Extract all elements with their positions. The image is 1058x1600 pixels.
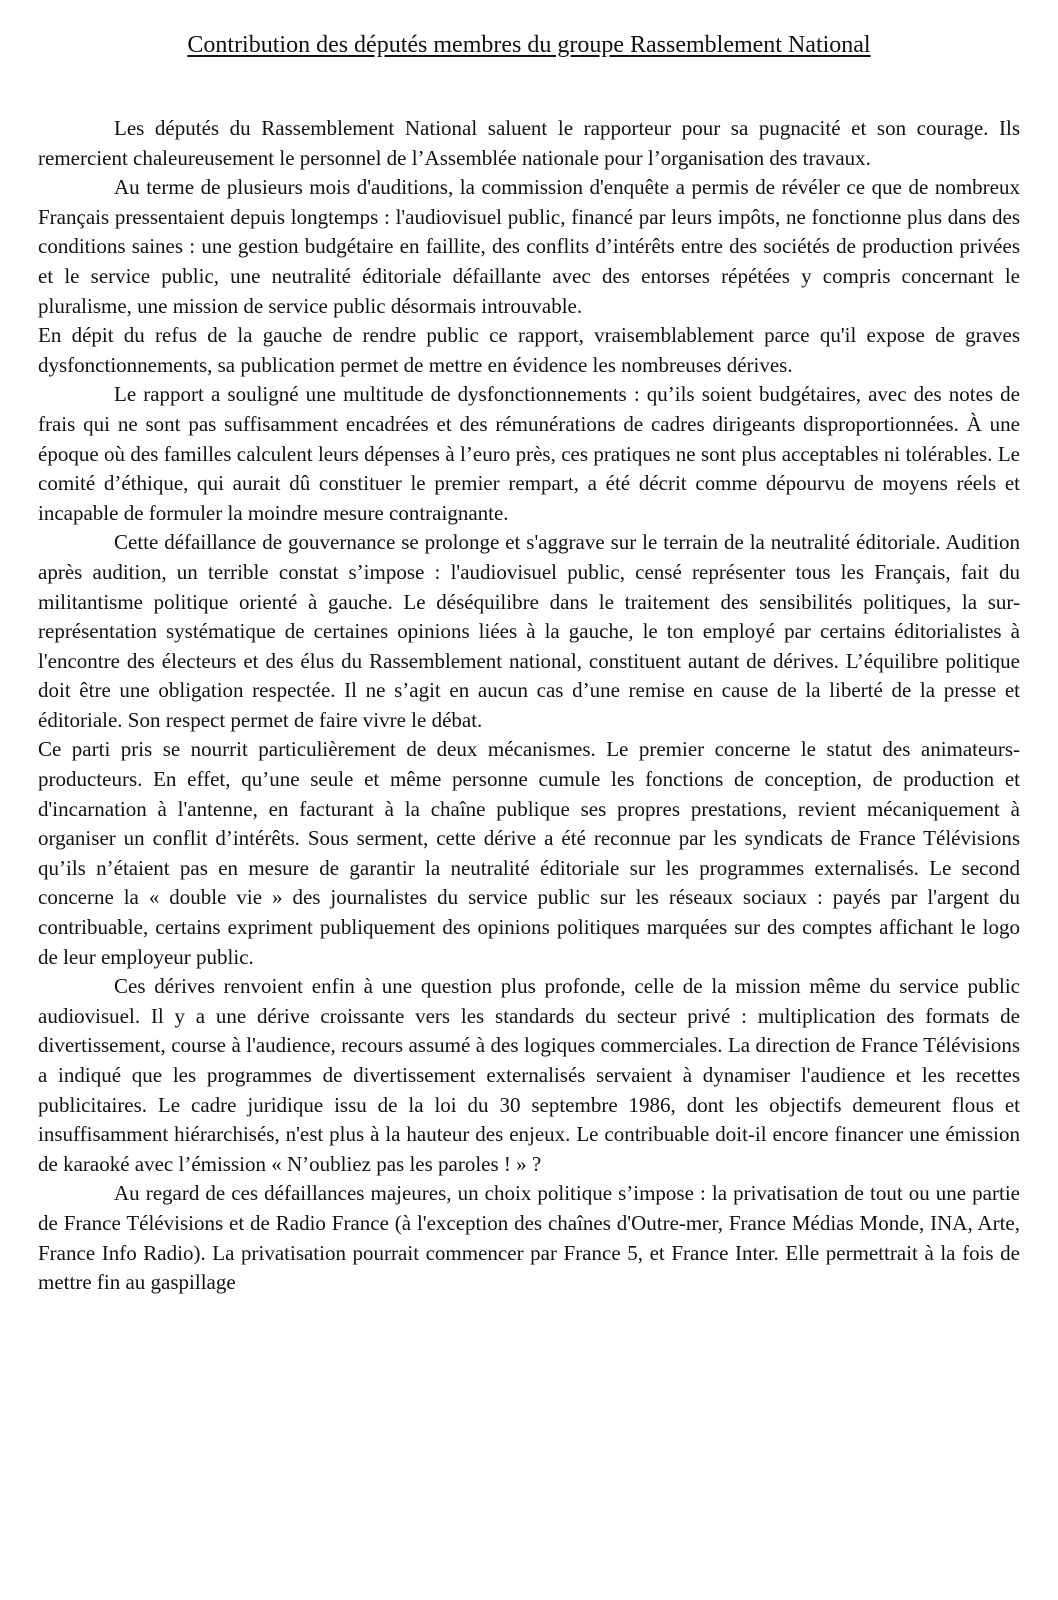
paragraph-8: Au regard de ces défaillances majeures, un choix politique s’impose : la privatisation de tout ou une partie de France Télévisions et de Radio France (à l'exception des chaînes d'Outre-mer, France Médias Monde, INA, Arte, France Info Radio). La privatisation pourrait commencer par France 5, et France Inter. Elle permettrait à la fois de mettre fin au gaspillage [38,1181,1020,1295]
paragraph-2: Au terme de plusieurs mois d'auditions, la commission d'enquête a permis de révéler ce que de nombreux Français pressentaient depuis longtemps : l'audiovisuel public, financé par leurs impôts, ne fonctionne plus dans des conditions saines : une gestion budgétaire en faillite, des conflits d’intérêts entre des sociétés de production privées et le service public, une neutralité éditoriale défaillante avec des entorses répétées y compris concernant le pluralisme, une mission de service public désormais introuvable. [38,175,1020,318]
paragraph-7: Ces dérives renvoient enfin à une question plus profonde, celle de la mission même du service public audiovisuel. Il y a une dérive croissante vers les standards du secteur privé : multiplication des formats de divertissement, course à l'audience, recours assumé à des logiques commerciales. La direction de France Télévisions a indiqué que les programmes de divertissement externalisés servaient à dynamiser l'audience et les recettes publicitaires. Le cadre juridique issu de la loi du 30 septembre 1986, dont les objectifs demeurent flous et insuffisamment hiérarchisés, n'est plus à la hauteur des enjeux. Le contribuable doit-il encore financer une émission de karaoké avec l’émission « N’oubliez pas les paroles ! » ? [38,974,1020,1176]
document-title: Contribution des députés membres du groupe Rassemblement National [187,32,871,58]
document-page [38,28,1020,1298]
paragraph-6: Ce parti pris se nourrit particulièrement de deux mécanismes. Le premier concerne le statut des animateurs-producteurs. En effet, qu’une seule et même personne cumule les fonctions de conception, de production et d'incarnation à l'antenne, en facturant à la chaîne publique ses propres prestations, revient mécaniquement à organiser un conflit d’intérêts. Sous serment, cette dérive a été reconnue par les syndicats de France Télévisions qu’ils n’étaient pas en mesure de garantir la neutralité éditoriale sur les programmes externalisés. Le second concerne la « double vie » des journalistes du service public sur les réseaux sociaux : payés par l'argent du contribuable, certains expriment publiquement des opinions politiques marquées sur des comptes affichant le logo de leur employeur public. [38,737,1020,969]
paragraph-3: En dépit du refus de la gauche de rendre public ce rapport, vraisemblablement parce qu'il expose de graves dysfonctionnements, sa publication permet de mettre en évidence les nombreuses dérives. [38,323,1020,377]
paragraph-4: Le rapport a souligné une multitude de dysfonctionnements : qu’ils soient budgétaires, avec des notes de frais qui ne sont pas suffisamment encadrées et des rémunérations de cadres dirigeants disproportionnées. À une époque où des familles calculent leurs dépenses à l’euro près, ces pratiques ne sont plus acceptables ni tolérables. Le comité d’éthique, qui aurait dû constituer le premier rempart, a été décrit comme dépourvu de moyens réels et incapable de formuler la moindre mesure contraignante. [38,382,1020,525]
paragraph-1: Les députés du Rassemblement National saluent le rapporteur pour sa pugnacité et son courage. Ils remercient chaleureusement le personnel de l’Assemblée nationale pour l’organisation des travaux. [38,116,1020,170]
paragraph-5: Cette défaillance de gouvernance se prolonge et s'aggrave sur le terrain de la neutralité éditoriale. Audition après audition, un terrible constat s’impose : l'audiovisuel public, censé représenter tous les Français, fait du militantisme politique orienté à gauche. Le déséquilibre dans le traitement des sensibilités politiques, la sur-représentation systématique de certaines opinions liées à la gauche, le ton employé par certains éditorialistes à l'encontre des électeurs et des élus du Rassemblement national, constituent autant de dérives. L’équilibre politique doit être une obligation respectée. Il ne s’agit en aucun cas d’une remise en cause de la liberté de la presse et éditoriale. Son respect permet de faire vivre le débat. [38,530,1020,732]
